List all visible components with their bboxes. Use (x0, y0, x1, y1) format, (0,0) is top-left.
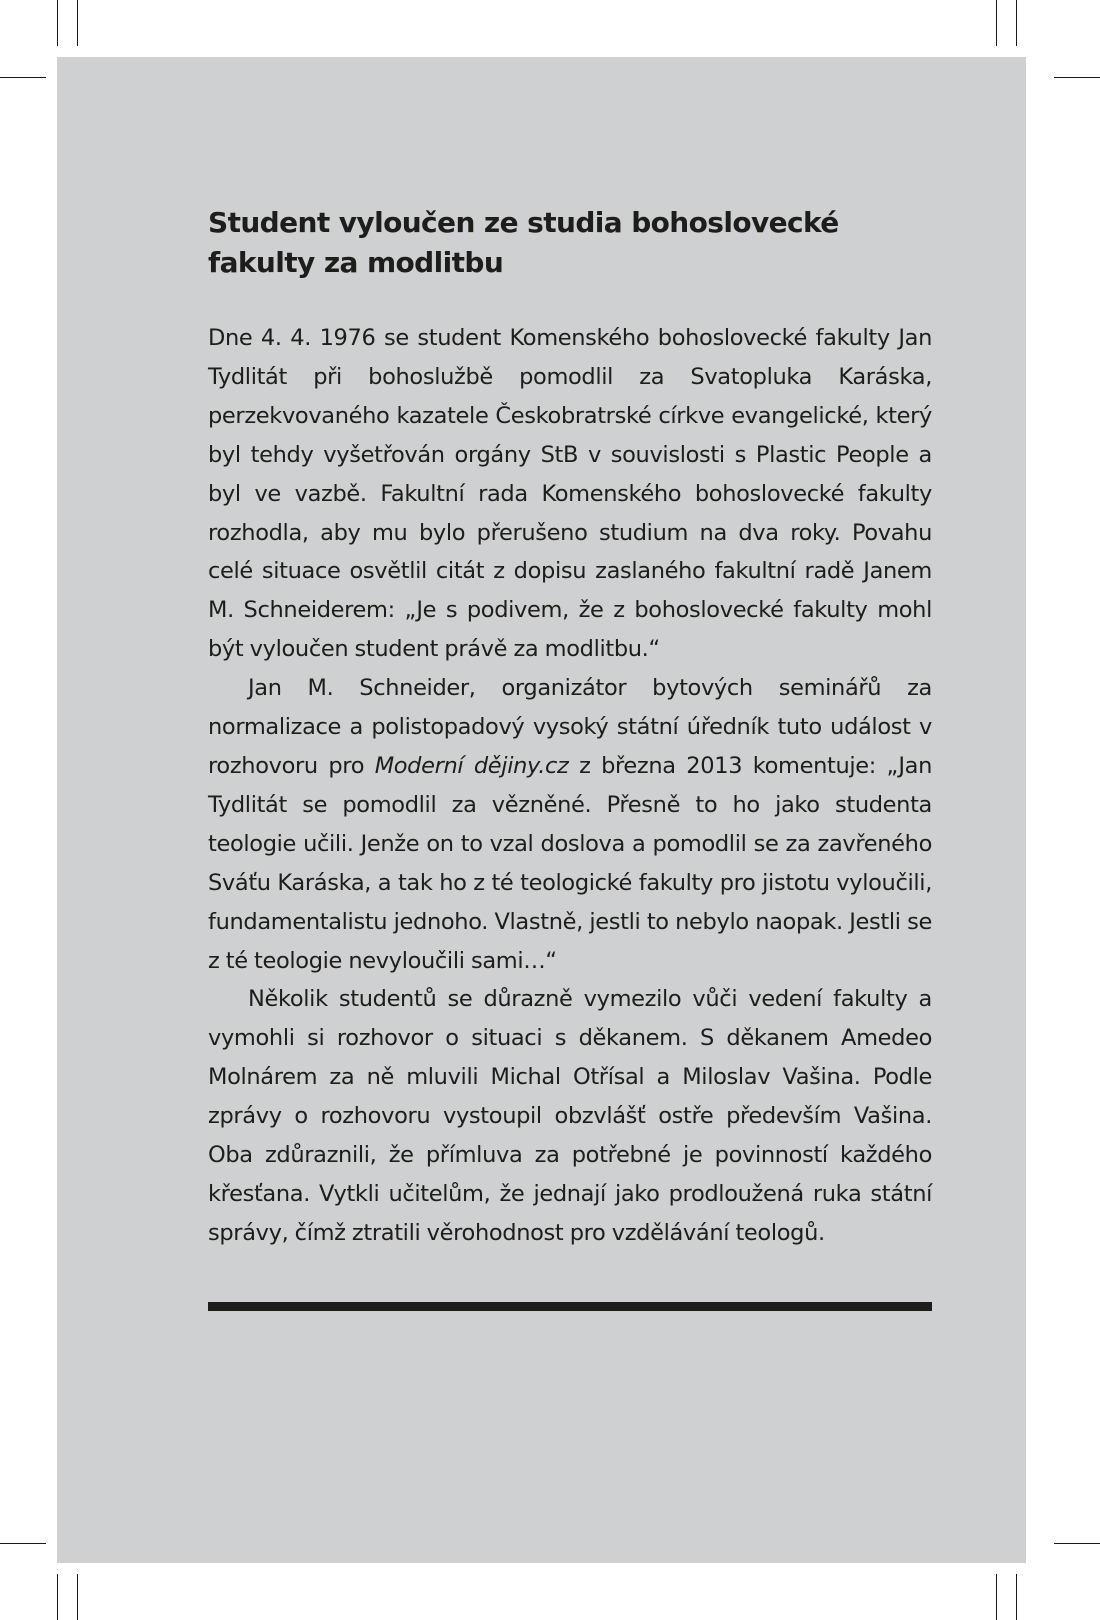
book-page (57, 57, 1026, 1563)
paragraph (208, 669, 932, 980)
publication-title: Moderní dějiny.cz (374, 752, 569, 779)
crop-mark (57, 1574, 58, 1620)
crop-mark (77, 1574, 78, 1620)
crop-mark (1054, 1543, 1100, 1544)
paragraph-text: Dne 4. 4. 1976 se student Komenského bohoslovecké fakulty Jan Tydlitát při bohoslužbě pomodlil za Svatopluka Karáska, perzekvovaného kazatele Českobratrské církve evangelické, který byl tehdy vyšetřován orgány StB v souvislosti s Plastic People a byl ve vazbě. Fakultní rada Komenského bohoslovecké fakulty rozhodla, aby mu bylo přerušeno studium na dva roky. Povahu celé situace osvětlil citát z dopisu zaslaného fakultní radě Janem M. Schneiderem: „Je s podivem, že z bohoslovecké fakulty mohl být vyloučen student právě za modlitbu.“ (208, 325, 932, 663)
article-title: Student vyloučen ze studia bohoslovecké fakulty za modlitbu (208, 206, 839, 279)
crop-mark (996, 1574, 997, 1620)
paragraph (208, 319, 932, 669)
crop-mark (1016, 1574, 1017, 1620)
paragraph (208, 980, 932, 1252)
crop-mark (996, 0, 997, 46)
crop-mark (57, 0, 58, 46)
crop-mark (1016, 0, 1017, 46)
section-divider (208, 1302, 932, 1311)
article-body (208, 319, 932, 1253)
crop-mark (1054, 77, 1100, 78)
crop-mark (77, 0, 78, 46)
article (208, 203, 932, 1253)
crop-mark (0, 1543, 46, 1544)
paragraph-text: z března 2013 komentuje: „Jan Tydlitát se pomodlil za vězněné. Přesně to ho jako studenta teologie učili. Jenže on to vzal doslova a pomodlil se za zavřeného Sváťu Karáska, a tak ho z té teologické fakulty pro jistotu vyloučili, fundamentalistu jednoho. Vlastně, jestli to nebylo naopak. Jestli se z té teologie nevyloučili sami…“ (208, 752, 933, 974)
paragraph-text: Jan M. Schneider, organizátor bytových seminářů za normalizace a polistopadový vysoký státní úředník tuto událost v rozhovoru pro (208, 675, 932, 779)
paragraph-text: Několik studentů se důrazně vymezilo vůči vedení fakulty a vymohli si rozhovor o situaci s děkanem. S děkanem Amedeo Molnárem za ně mluvili Michal Otřísal a Miloslav Vašina. Podle zprávy o rozhovoru vystoupil obzvlášť ostře především Vašina. Oba zdůraznili, že přímluva za potřebné je povinností každého křesťana. Vytkli učitelům, že jednají jako prodloužená ruka státní správy, čímž ztratili věrohodnost pro vzdělávání teologů. (208, 986, 932, 1246)
crop-mark (0, 77, 46, 78)
